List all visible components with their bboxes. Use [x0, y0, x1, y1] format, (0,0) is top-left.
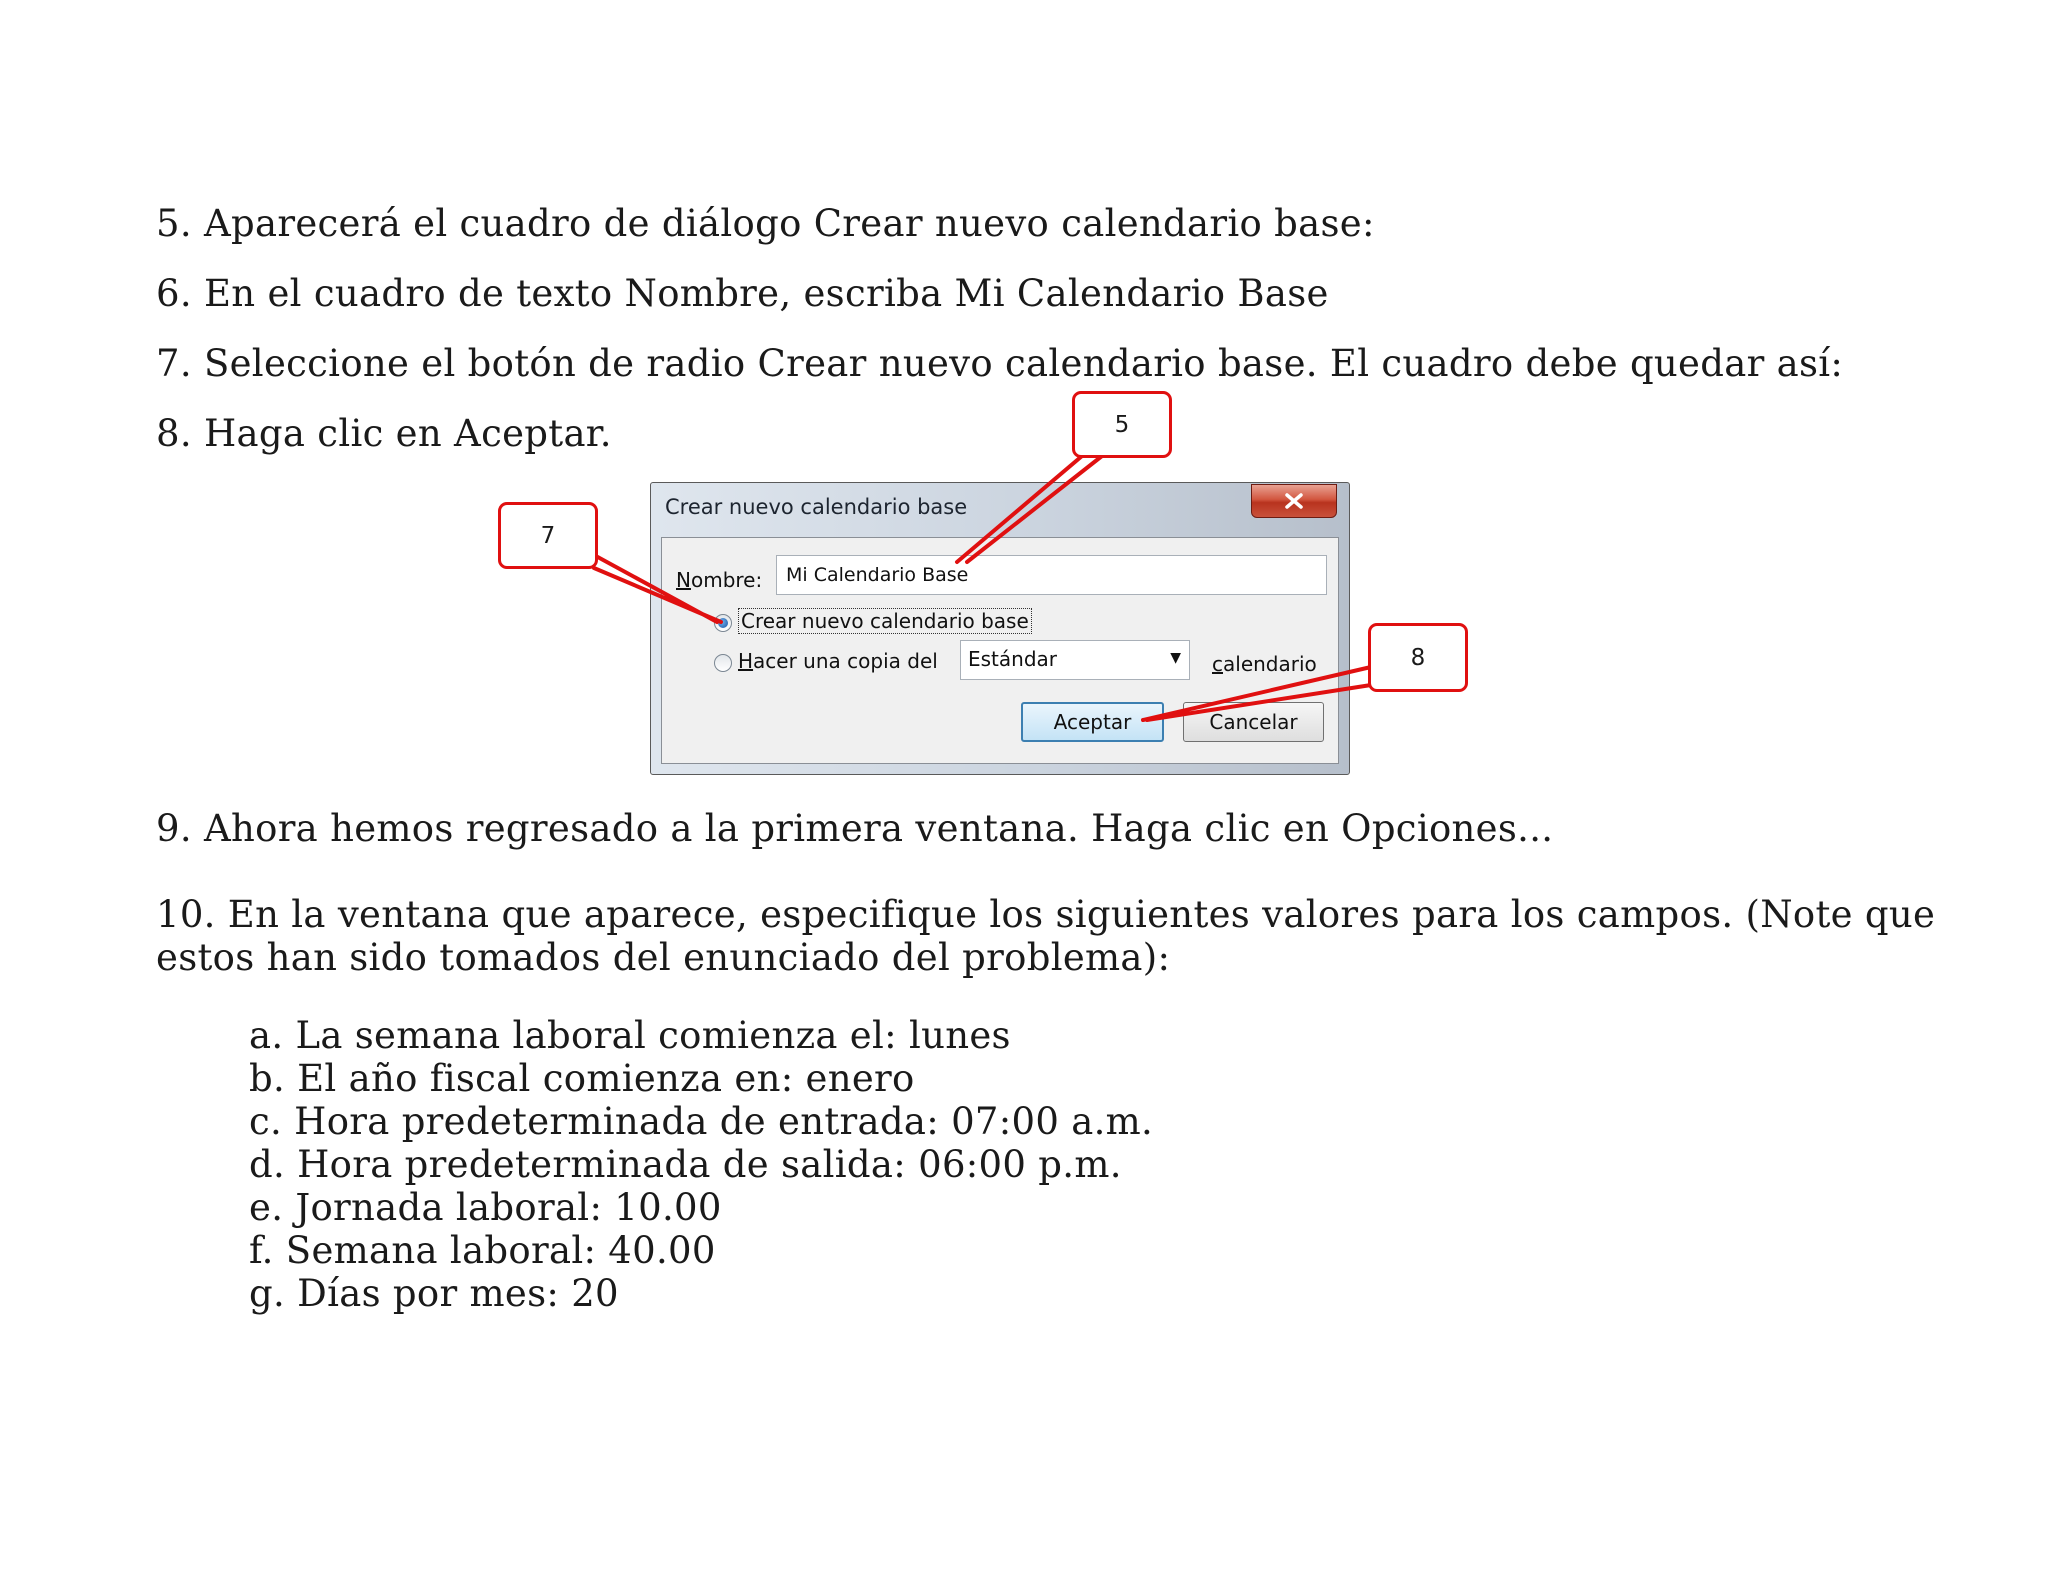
dialog-close-button[interactable] [1251, 484, 1337, 518]
accept-button[interactable]: Aceptar [1021, 702, 1164, 742]
step-10: 10. En la ventana que aparece, especifique los siguientes valores para los campos. (Note que estos han sido tomados del enunciado del problema): [156, 893, 1936, 979]
radio-copy[interactable]: Hacer una copia del [714, 649, 938, 673]
list-item: a. La semana laboral comienza el: lunes [249, 1014, 1011, 1057]
dialog-title: Crear nuevo calendario base [665, 495, 968, 519]
cancel-button[interactable]: Cancelar [1183, 702, 1324, 742]
callout-8: 8 [1368, 623, 1468, 692]
radio-copy-indicator[interactable] [714, 654, 732, 672]
chevron-down-icon: ▼ [1170, 650, 1181, 666]
calendar-suffix-label: calendario [1212, 652, 1317, 676]
step-8: 8. Haga clic en Aceptar. [156, 412, 612, 455]
list-item: f. Semana laboral: 40.00 [249, 1229, 716, 1272]
step-5: 5. Aparecerá el cuadro de diálogo Crear nuevo calendario base: [156, 202, 1375, 245]
list-item: d. Hora predeterminada de salida: 06:00 p.m. [249, 1143, 1122, 1186]
callout-5: 5 [1072, 391, 1172, 458]
radio-create-new[interactable] [714, 609, 1032, 633]
list-item: c. Hora predeterminada de entrada: 07:00 a.m. [249, 1100, 1154, 1143]
create-calendar-dialog [650, 482, 1350, 775]
close-icon [1284, 493, 1304, 509]
radio-create-new-label: Crear nuevo calendario base [738, 608, 1032, 634]
name-label: Nombre: [676, 568, 763, 592]
values-list [249, 1014, 1153, 1315]
copy-calendar-select[interactable] [960, 640, 1190, 680]
list-item: e. Jornada laboral: 10.00 [249, 1186, 722, 1229]
step-7: 7. Seleccione el botón de radio Crear nuevo calendario base. El cuadro debe quedar así: [156, 342, 1844, 385]
step-9: 9. Ahora hemos regresado a la primera ventana. Haga clic en Opciones... [156, 807, 1554, 850]
radio-create-new-indicator[interactable] [714, 614, 732, 632]
list-item: g. Días por mes: 20 [249, 1272, 619, 1315]
copy-calendar-select-value: Estándar [968, 647, 1058, 671]
step-6: 6. En el cuadro de texto Nombre, escriba Mi Calendario Base [156, 272, 1329, 315]
name-input[interactable] [776, 555, 1327, 595]
callout-7: 7 [498, 502, 598, 569]
list-item: b. El año fiscal comienza en: enero [249, 1057, 915, 1100]
dialog-body [661, 537, 1339, 764]
